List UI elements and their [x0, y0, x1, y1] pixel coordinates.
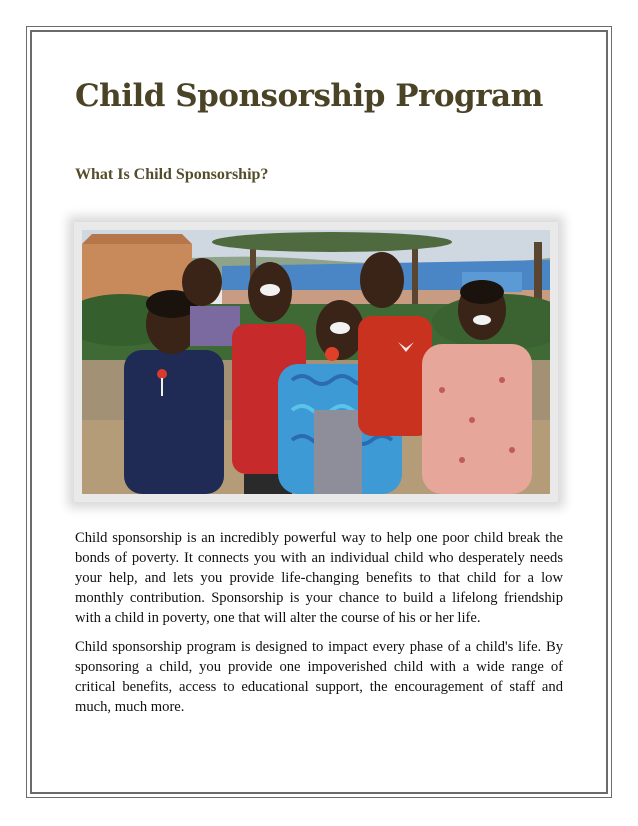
photo-frame: [74, 222, 558, 502]
children-photo: [82, 230, 550, 494]
paragraph-1: Child sponsorship is an incredibly powerful way to help one poor child break the bonds of poverty. It connects you with an individual child who desperately needs your help, and lets you provide life-changing benefits to that child for a low monthly contribution. Sponsorship is your chance to build a lifelong friendship with a child in poverty, one that will alter the course of his or her life.: [75, 530, 563, 626]
section-heading: What Is Child Sponsorship?: [75, 166, 269, 183]
body-text: [75, 528, 563, 726]
paragraph-2: Child sponsorship program is designed to impact every phase of a child's life. By sponsoring a child, you provide one impoverished child with a wide range of critical benefits, access to educational support, the encouragement of staff and much, much more.: [75, 639, 563, 715]
page-title: Child Sponsorship Program: [75, 78, 543, 114]
